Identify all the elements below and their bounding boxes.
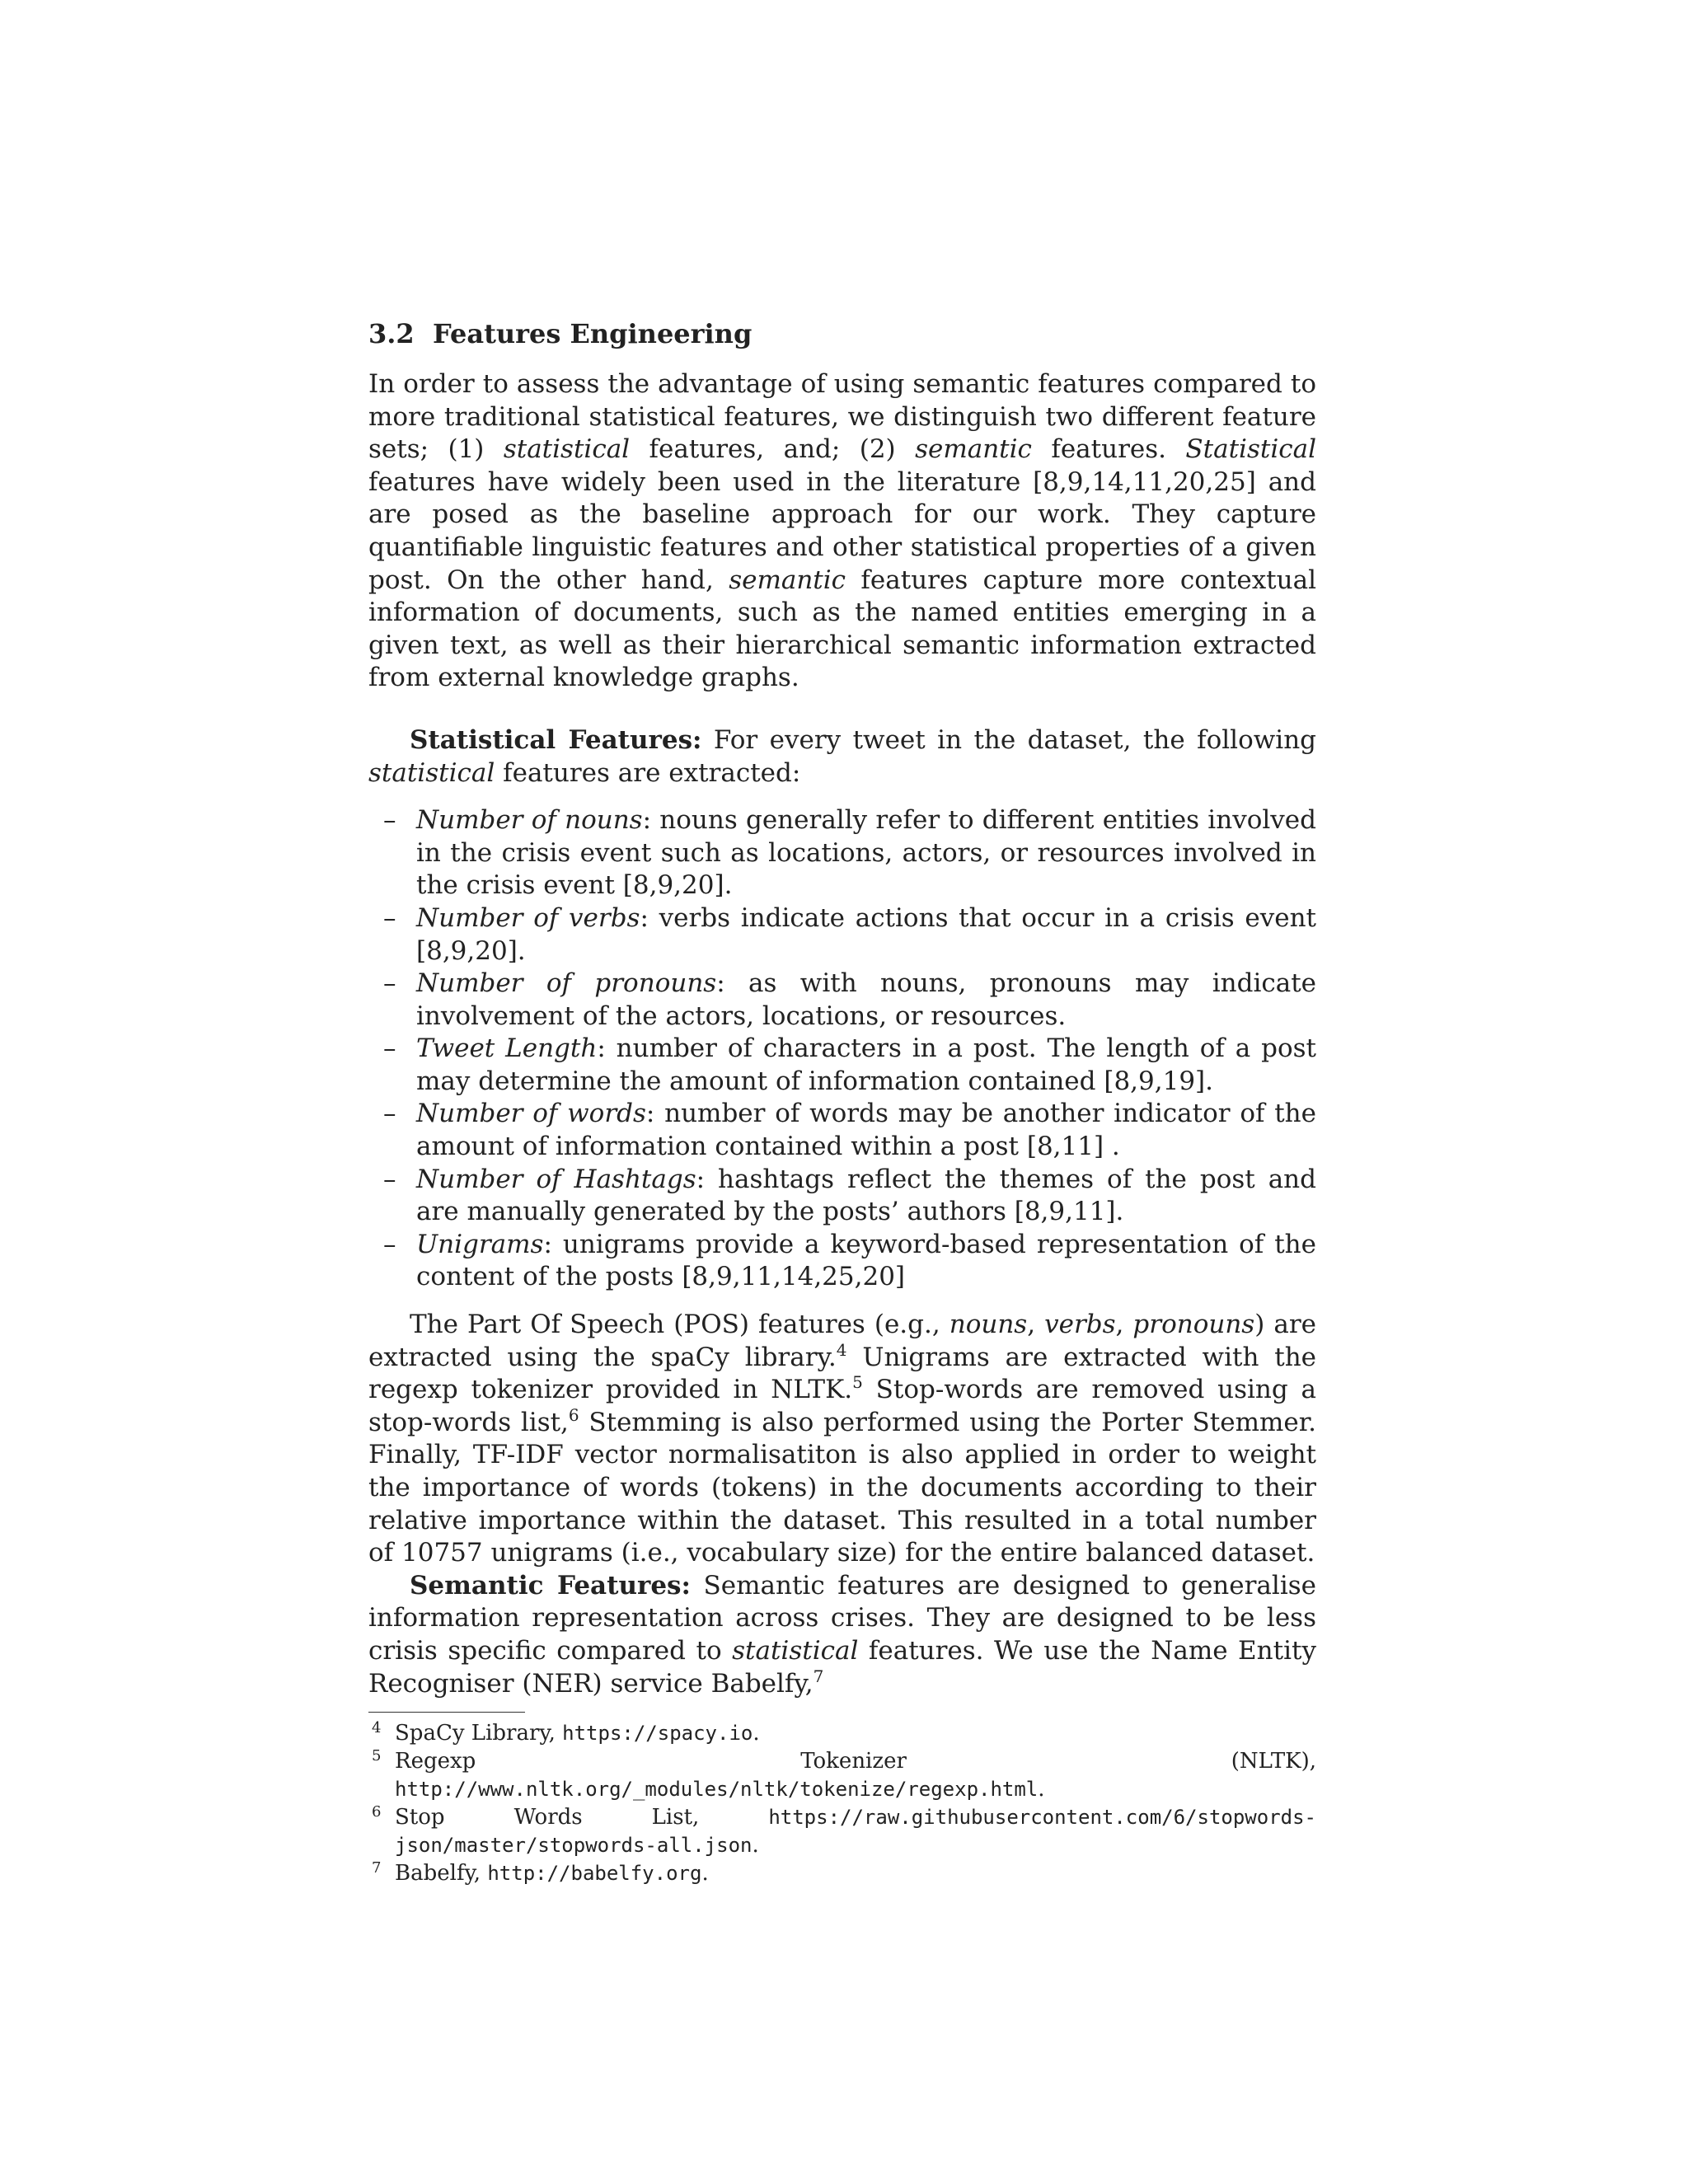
statistical-features-list: [368, 804, 1316, 1294]
list-item: – Number of verbs: verbs indicate actions that occur in a crisis event [8,9,20].: [383, 902, 1316, 966]
section-number: 3.2: [368, 318, 415, 349]
footnote: 7 Babelfy, http://babelfy.org.: [372, 1859, 709, 1886]
list-item: – Number of nouns: nouns generally refer to different entities involved in the crisis event such as locations, actors, or resources involved in the crisis event [8,9,20].: [383, 805, 1316, 901]
semantic-features-paragraph: Semantic Features: Semantic features are designed to generalise information representation across crises. They are designed to be less crisis specific compared to statistical features. We use the Name Entity Recogniser (NER) service Babelfy,$^7$: [368, 1570, 1316, 1699]
section-title: Features Engineering: [433, 318, 753, 349]
footnote: 5 Regexp Tokenizer (NLTK), http://www.nltk.org/_modules/nltk/tokenize/regexp.html.: [372, 1747, 1316, 1802]
list-item: – Number of pronouns: as with nouns, pronouns may indicate involvement of the actors, locations, or resources.: [383, 968, 1317, 1031]
footnote-ref[interactable]: 7: [813, 1666, 824, 1686]
intro-paragraph: In order to assess the advantage of using semantic features compared to more traditional statistical features, we distinguish two different feature sets; (1) statistical features, and; (2) semantic features. Statistical features have widely been used in the literature [8,9,14,11,20,25] and are posed as the baseline approach for our work. They capture quantifiable linguistic features and other statistical properties of a given post. On the other hand, semantic features capture more contextual information of documents, such as the named entities emerging in a given text, as well as their hierarchical semantic information extracted from external knowledge graphs.: [368, 369, 1317, 693]
page-content: [368, 317, 1316, 1887]
pos-paragraph: The Part Of Speech (POS) features (e.g., nouns, verbs, pronouns) are extracted using the spaCy library.$^4$ Unigrams are extracted with the regexp tokenizer provided in NLTK.$^5$ Stop-words are removed using a stop-words list,$^6$ Stemming is also performed using the Porter Stemmer. Finally, TF-IDF vector normalisatiton is also applied in order to weight the importance of words (tokens) in the documents according to their relative importance within the dataset. This resulted in a total number of 10757 unigrams (i.e., vocabulary size) for the entire balanced dataset.: [368, 1310, 1317, 1568]
statistical-features-label: Statistical Features:: [410, 724, 702, 755]
footnote-link[interactable]: http://www.nltk.org/_modules/nltk/tokenize/regexp.html: [395, 1778, 1039, 1802]
list-item: – Tweet Length: number of characters in a post. The length of a post may determine the amount of information contained [8,9,19].: [383, 1033, 1316, 1096]
section-heading: [368, 317, 1316, 350]
footnote: 6 Stop Words List, https://raw.githubusercontent.com/6/stopwords-json/master/stopwords-all.json.: [372, 1803, 1316, 1858]
footnote-ref[interactable]: 4: [836, 1339, 847, 1360]
footnote-ref[interactable]: 5: [852, 1372, 863, 1393]
list-item: – Number of words: number of words may be another indicator of the amount of information contained within a post [8,11] .: [383, 1099, 1316, 1162]
footnote-link[interactable]: https://raw.githubusercontent.com/6/stopwords-json/master/stopwords-all.json: [395, 1806, 1316, 1858]
semantic-features-label: Semantic Features:: [410, 1570, 691, 1601]
footnote: 4 SpaCy Library, https://spacy.io.: [372, 1719, 760, 1746]
footnote-link[interactable]: http://babelfy.org: [487, 1862, 702, 1886]
statistical-features-paragraph: Statistical Features: For every tweet in the dataset, the following statistical features are extracted:: [368, 724, 1316, 788]
list-item: – Unigrams: unigrams provide a keyword-based representation of the content of the posts [8,9,11,14,25,20]: [383, 1229, 1316, 1292]
footnote-ref[interactable]: 6: [568, 1404, 579, 1425]
list-item: – Number of Hashtags: hashtags reflect the themes of the post and are manually generated by the posts’ authors [8,9,11].: [383, 1164, 1316, 1227]
footnote-link[interactable]: https://spacy.io: [562, 1722, 753, 1746]
footnote-divider: [368, 1712, 525, 1713]
footnotes: [368, 1719, 1316, 1887]
